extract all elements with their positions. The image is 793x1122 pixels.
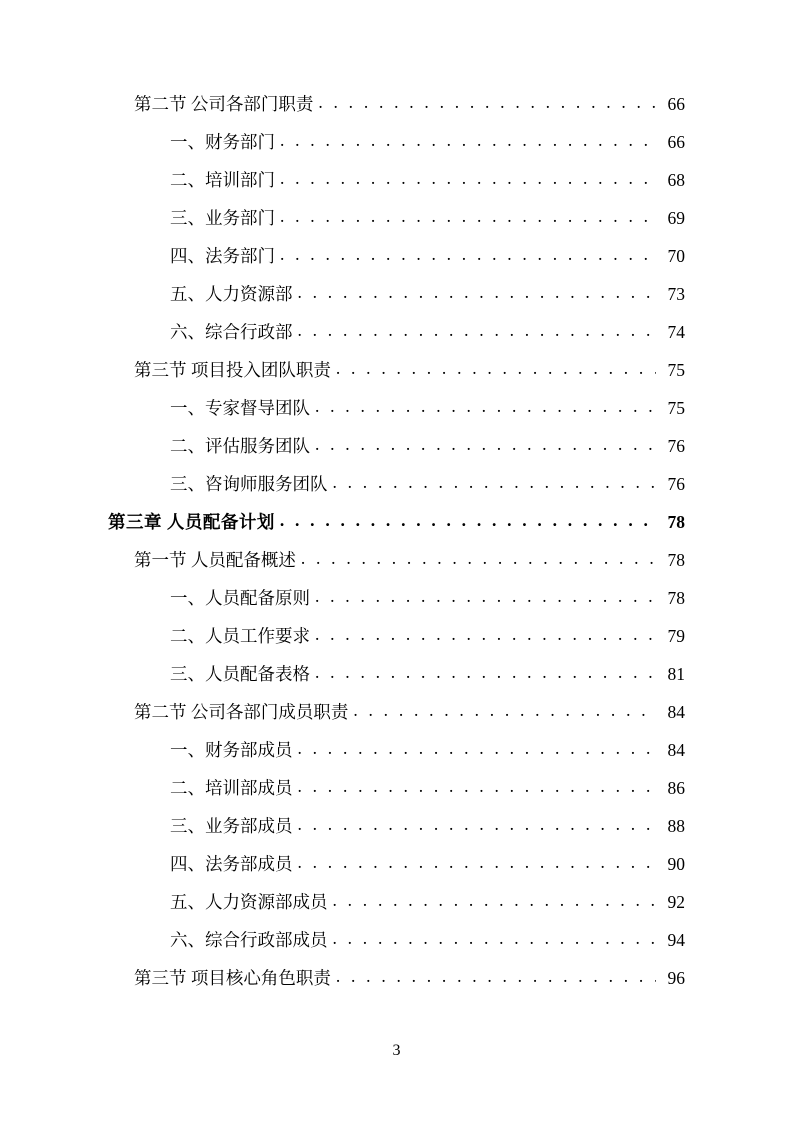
toc-entry-label: 二、人员工作要求 (170, 626, 310, 646)
toc-leader-dots (333, 892, 657, 910)
toc-leader-dots (280, 512, 656, 530)
toc-entry-page-number: 74 (667, 322, 685, 342)
toc-entry[interactable] (108, 932, 685, 970)
toc-entry[interactable] (108, 552, 685, 590)
toc-leader-dots (315, 398, 656, 416)
toc-entry[interactable] (108, 172, 685, 210)
toc-entry-label: 第二节 公司各部门成员职责 (134, 702, 349, 722)
toc-entry[interactable] (108, 286, 685, 324)
toc-entry-page-number: 81 (667, 664, 685, 684)
toc-entry-label: 第三节 项目核心角色职责 (134, 968, 331, 988)
toc-entry[interactable] (108, 704, 685, 742)
toc-entry[interactable] (108, 628, 685, 666)
toc-entry-page-number: 75 (667, 360, 685, 380)
toc-entry-label: 六、综合行政部 (170, 322, 293, 342)
toc-leader-dots (333, 474, 657, 492)
toc-leader-dots (298, 816, 657, 834)
toc-leader-dots (333, 930, 657, 948)
table-of-contents (108, 96, 685, 1008)
toc-entry[interactable] (108, 476, 685, 514)
toc-entry[interactable] (108, 818, 685, 856)
toc-entry[interactable] (108, 96, 685, 134)
toc-entry-label: 第二节 公司各部门职责 (134, 94, 314, 114)
toc-entry-page-number: 75 (667, 398, 685, 418)
toc-leader-dots (298, 854, 657, 872)
toc-leader-dots (336, 968, 656, 986)
toc-entry-label: 四、法务部门 (170, 246, 275, 266)
toc-entry-page-number: 69 (667, 208, 685, 228)
toc-entry-page-number: 88 (667, 816, 685, 836)
toc-entry[interactable] (108, 894, 685, 932)
toc-leader-dots (336, 360, 656, 378)
toc-entry-label: 一、财务部成员 (170, 740, 293, 760)
toc-leader-dots (315, 588, 656, 606)
toc-entry-label: 五、人力资源部成员 (170, 892, 328, 912)
toc-entry-label: 一、专家督导团队 (170, 398, 310, 418)
toc-entry[interactable] (108, 438, 685, 476)
toc-entry[interactable] (108, 780, 685, 818)
page-number-footer: 3 (392, 1042, 401, 1059)
toc-entry-label: 六、综合行政部成员 (170, 930, 328, 950)
toc-entry-label: 四、法务部成员 (170, 854, 293, 874)
toc-leader-dots (280, 132, 656, 150)
toc-leader-dots (318, 94, 656, 112)
toc-leader-dots (301, 550, 656, 568)
toc-entry[interactable] (108, 590, 685, 628)
toc-entry[interactable] (108, 666, 685, 704)
toc-leader-dots (298, 284, 657, 302)
toc-entry-page-number: 84 (667, 702, 685, 722)
toc-entry-label: 第一节 人员配备概述 (134, 550, 296, 570)
toc-entry-label: 二、培训部门 (170, 170, 275, 190)
toc-entry[interactable] (108, 362, 685, 400)
toc-entry-page-number: 94 (667, 930, 685, 950)
toc-entry[interactable] (108, 742, 685, 780)
toc-entry[interactable] (108, 514, 685, 552)
toc-leader-dots (298, 778, 657, 796)
toc-leader-dots (280, 246, 656, 264)
toc-entry-page-number: 73 (667, 284, 685, 304)
toc-entry-label: 二、培训部成员 (170, 778, 293, 798)
toc-entry-label: 二、评估服务团队 (170, 436, 310, 456)
toc-entry-label: 第三章 人员配备计划 (108, 512, 275, 532)
toc-entry-page-number: 90 (667, 854, 685, 874)
toc-entry-page-number: 70 (667, 246, 685, 266)
toc-entry-label: 三、咨询师服务团队 (170, 474, 328, 494)
toc-leader-dots (280, 208, 656, 226)
toc-entry-page-number: 76 (667, 436, 685, 456)
toc-entry-page-number: 78 (667, 550, 685, 570)
toc-entry-page-number: 78 (667, 588, 685, 608)
toc-leader-dots (315, 664, 656, 682)
toc-entry[interactable] (108, 324, 685, 362)
toc-leader-dots (315, 626, 656, 644)
toc-entry-page-number: 96 (667, 968, 685, 988)
toc-entry-page-number: 84 (667, 740, 685, 760)
toc-entry-page-number: 92 (667, 892, 685, 912)
toc-leader-dots (315, 436, 656, 454)
toc-entry-label: 一、财务部门 (170, 132, 275, 152)
toc-entry-page-number: 68 (667, 170, 685, 190)
toc-entry[interactable] (108, 134, 685, 172)
toc-leader-dots (280, 170, 656, 188)
toc-entry-page-number: 66 (667, 94, 685, 114)
toc-entry[interactable] (108, 856, 685, 894)
toc-entry-page-number: 79 (667, 626, 685, 646)
toc-entry-label: 五、人力资源部 (170, 284, 293, 304)
toc-entry-page-number: 78 (667, 512, 685, 532)
toc-entry[interactable] (108, 970, 685, 1008)
toc-entry-page-number: 66 (667, 132, 685, 152)
toc-entry-label: 三、业务部成员 (170, 816, 293, 836)
toc-entry[interactable] (108, 400, 685, 438)
toc-leader-dots (298, 322, 657, 340)
toc-leader-dots (298, 740, 657, 758)
toc-entry[interactable] (108, 210, 685, 248)
toc-entry-page-number: 76 (667, 474, 685, 494)
toc-entry-label: 三、人员配备表格 (170, 664, 310, 684)
toc-entry-label: 三、业务部门 (170, 208, 275, 228)
toc-entry-page-number: 86 (667, 778, 685, 798)
toc-entry-label: 一、人员配备原则 (170, 588, 310, 608)
toc-leader-dots (353, 702, 656, 720)
toc-entry[interactable] (108, 248, 685, 286)
toc-entry-label: 第三节 项目投入团队职责 (134, 360, 331, 380)
